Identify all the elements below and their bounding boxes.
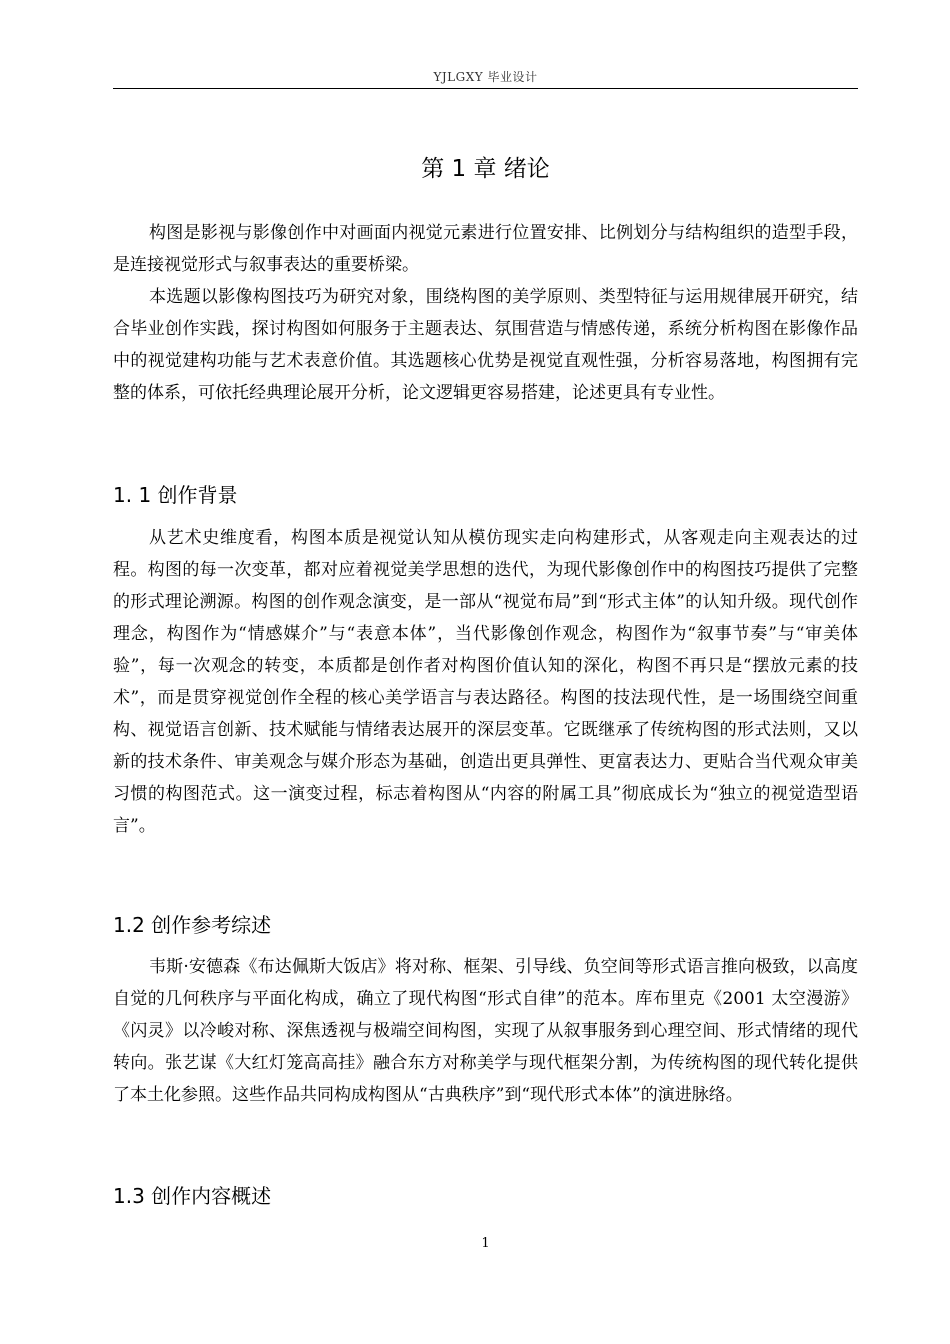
running-header: YJLGXY 毕业设计 xyxy=(433,70,538,84)
section-title-background: 1. 1 创作背景 xyxy=(113,483,238,507)
page-number: 1 xyxy=(481,1236,490,1251)
section-paragraph-references: 韦斯·安德森《布达佩斯大饭店》将对称、框架、引导线、负空间等形式语言推向极致，以高度自觉的几何秩序与平面化构成，确立了现代构图“形式自律”的范本。库布里克《2001 太空漫游》《闪灵》以冷峻对称、深焦透视与极端空间构图，实现了从叙事服务到心理空间、形式情绪的现代转向。张艺谋《大红灯笼高高挂》融合东方对称美学与现代框架分割，为传统构图的现代转化提供了本土化参照。这些作品共同构成构图从“古典秩序”到“现代形式本体”的演进脉络。 xyxy=(113,957,858,1105)
chapter-title: 第 1 章 绪论 xyxy=(421,156,550,182)
intro-paragraph-2: 本选题以影像构图技巧为研究对象，围绕构图的美学原则、类型特征与运用规律展开研究，结合毕业创作实践，探讨构图如何服务于主题表达、氛围营造与情感传递，系统分析构图在影像作品中的视觉建构功能与艺术表意价值。其选题核心优势是视觉直观性强，分析容易落地，构图拥有完整的体系，可依托经典理论展开分析，论文逻辑更容易搭建，论述更具有专业性。 xyxy=(113,287,858,403)
section-title-content-overview: 1.3 创作内容概述 xyxy=(113,1184,272,1208)
section-paragraph-background: 从艺术史维度看，构图本质是视觉认知从模仿现实走向构建形式，从客观走向主观表达的过程。构图的每一次变革，都对应着视觉美学思想的迭代，为现代影像创作中的构图技巧提供了完整的形式理论溯源。构图的创作观念演变，是一部从“视觉布局”到“形式主体”的认知升级。现代创作理念，构图作为“情感媒介”与“表意本体”，当代影像创作观念，构图作为“叙事节奏”与“审美体验”，每一次观念的转变，本质都是创作者对构图价值认知的深化，构图不再只是“摆放元素的技术”，而是贯穿视觉创作全程的核心美学语言与表达路径。构图的技法现代性，是一场围绕空间重构、视觉语言创新、技术赋能与情绪表达展开的深层变革。它既继承了传统构图的形式法则，又以新的技术条件、审美观念与媒介形态为基础，创造出更具弹性、更富表达力、更贴合当代观众审美习惯的构图范式。这一演变过程，标志着构图从“内容的附属工具”彻底成长为“独立的视觉造型语言”。 xyxy=(113,528,858,836)
header-divider xyxy=(113,88,858,89)
intro-paragraph-1: 构图是影视与影像创作中对画面内视觉元素进行位置安排、比例划分与结构组织的造型手段，是连接视觉形式与叙事表达的重要桥梁。 xyxy=(113,223,858,275)
section-title-references: 1.2 创作参考综述 xyxy=(113,913,272,937)
